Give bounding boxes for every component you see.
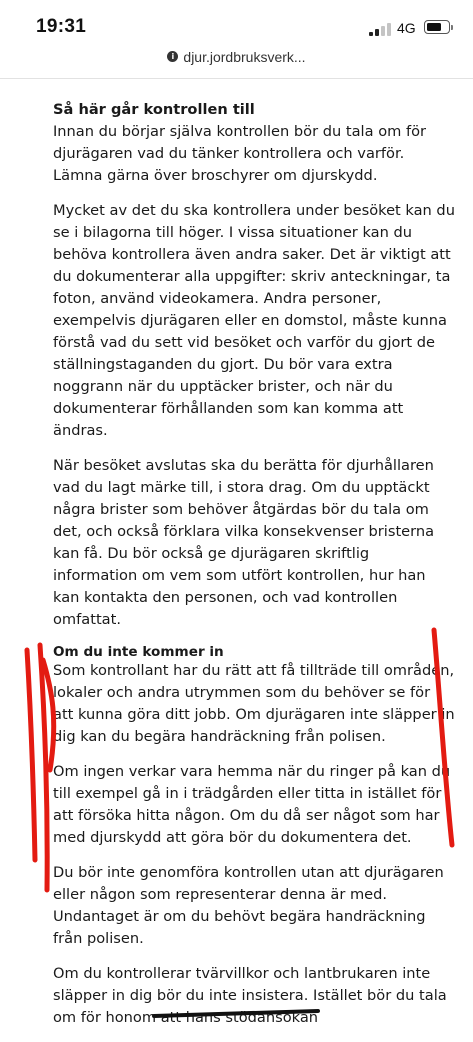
paragraph-intro: Innan du börjar själva kontrollen bör du tala om för djurägaren vad du tänker kontrollera och varför. Lämna gärna över broschyrer om djurskydd. [53,123,427,184]
paragraph-documentation: Mycket av det du ska kontrollera under besöket kan du se i bilagorna till höger. I vissa situationer kan du behöva kontrollera även andra saker. Det är viktigt att du dokumenterar alla uppgifter: skriv anteckningar, ta foton, använd videokamera. Andra personer, exempelvis djurägaren eller en domstol, måste kunna förstå vad du sett vid besöket och varför du gjort de ställningstaganden du gjort. Du bör vara extra noggrann när du upptäcker brister, och när du dokumenterar förhållanden som kan komma att ändras. [53,202,455,439]
paragraph-cross-compliance: Om du kontrollerar tvärvillkor och lantbrukaren inte släpper in dig bör du inte insistera. Istället bör du tala om för honom att hans stödansökan [53,965,447,1026]
paragraph-access-right: Som kontrollant har du rätt att få tillträde till områden, lokaler och andra utrymmen som du behöver se för att kunna göra ditt jobb. Om djurägaren inte släpper in dig kan du begära handräckning från polisen. [53,662,455,745]
section-heading: Om du inte kommer in [53,644,224,660]
article-heading: Så här går kontrollen till [53,101,255,118]
article-content [53,99,455,1042]
signal-strength-icon [369,22,393,36]
url-text[interactable]: djur.jordbruksverk... [183,48,306,65]
header-divider [0,78,473,79]
battery-tip [451,25,453,30]
red-annotation-left [27,645,54,890]
status-bar [0,0,473,50]
paragraph-nobody-home: Om ingen verkar vara hemma när du ringer på kan du till exempel gå in i trädgården eller titta in istället för att försöka hitta någon. Om du då ser något som har med djurskydd att göra bör du dokumentera det. [53,763,451,846]
url-bar[interactable] [0,44,473,74]
status-time: 19:31 [36,16,87,37]
info-icon[interactable]: i [167,51,178,62]
paragraph-owner-present: Du bör inte genomföra kontrollen utan att djurägaren eller någon som representerar denna är med. Undantaget är om du behövt begära handräckning från polisen. [53,864,444,947]
battery-icon [424,20,450,34]
network-type: 4G [397,20,416,36]
paragraph-end-of-visit: När besöket avslutas ska du berätta för djurhållaren vad du lagt märke till, i stora drag. Om du upptäckt några brister som behöver åtgärdas bör du tala om det, och också förklara vilka konsekvenser bristerna kan få. Du bör också ge djurägaren skriftlig information om vem som utfört kontrollen, hur han kan kontakta den personen, och vad kontrollen omfattat. [53,457,435,628]
